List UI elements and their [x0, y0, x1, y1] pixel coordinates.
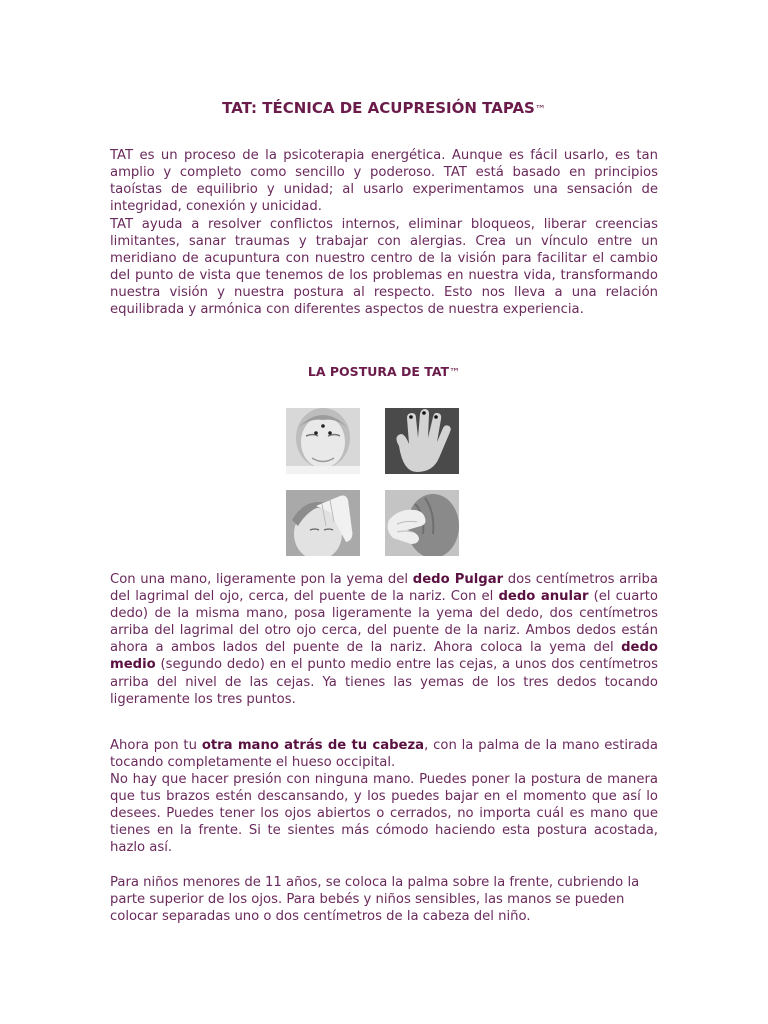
emphasis-thumb: dedo Pulgar: [412, 572, 504, 587]
text-segment: (segundo dedo) en el punto medio entre las cejas, a unos dos centímetros arriba del nivel de las cejas. Ya tienes las yemas de los tres dedos tocando ligeramente los tres puntos.: [110, 657, 658, 707]
emphasis-middle-finger: dedo medio: [110, 640, 658, 673]
hand-behind-head-photo: [385, 490, 459, 556]
instruction-paragraph-3: No hay que hacer presión con ninguna mano. Puedes poner la postura de manera que tus brazos estén descansando, y los puedes bajar en el momento que así lo desees. Puedes tener los ojos abiertos o cerrados, no importa cuál es mano que tienes en la frente. Si te sientes más cómodo haciendo esta postura acostada, hazlo así.: [110, 772, 658, 856]
text-segment: dos centímetros arriba del lagrimal del ojo, cerca, del puente de la nariz. Con el: [110, 572, 658, 605]
text-segment: , con la palma de la mano estirada tocando completamente el hueso occipital.: [110, 738, 659, 771]
section-heading: [0, 364, 768, 379]
children-note-paragraph: Para niños menores de 11 años, se coloca la palma sobre la frente, cubriendo la parte superior de los ojos. Para bebés y niños sensibles, las manos se pueden colocar separadas uno o dos centímetros de la cabeza del niño.: [110, 875, 640, 925]
trademark-mark: ™: [449, 366, 461, 379]
emphasis-other-hand: otra mano atrás de tu cabeza: [201, 738, 425, 753]
hand-on-forehead-photo: [286, 490, 360, 556]
text-segment: Ahora pon tu: [110, 738, 202, 753]
text-segment: Con una mano, ligeramente pon la yema del: [110, 572, 413, 587]
text-segment: (el cuarto dedo) de la misma mano, posa ligeramente la yema del dedo, dos centímetros arriba del lagrimal del otro ojo cerca, del puente de la nariz. Ambos dedos están ahora a ambos lados del puente de la nariz. Ahora coloca la yema del: [110, 589, 658, 656]
intro-paragraph-1: TAT es un proceso de la psicoterapia energética. Aunque es fácil usarlo, es tan amplio y completo como sencillo y poderoso. TAT está basado en principios taoístas de equilibrio y unidad; al usarlo experimentamos una sensación de integridad, conexión y unicidad.: [110, 148, 658, 215]
instruction-paragraph-1: [110, 571, 658, 708]
hand-fingertips-photo: [385, 408, 459, 474]
document-title-text: TAT: TÉCNICA DE ACUPRESIÓN TAPAS: [222, 99, 535, 117]
trademark-mark: ™: [534, 103, 546, 116]
instruction-paragraph-2: [110, 737, 658, 771]
intro-paragraph-2: TAT ayuda a resolver conflictos internos, eliminar bloqueos, liberar creencias limitantes, sanar traumas y trabajar con alergias. Crea un vínculo entre un meridiano de acupuntura con nuestro centro de la visión para facilitar el cambio del punto de vista que tenemos de los problemas en nuestra vida, transformando nuestra visión y nuestra postura al respecto. Esto nos lleva a una relación equilibrada y armónica con diferentes aspectos de nuestra experiencia.: [110, 217, 658, 318]
document-title: [0, 99, 768, 117]
emphasis-ring-finger: dedo anular: [498, 589, 589, 605]
face-acupressure-points-photo: [286, 408, 360, 474]
section-heading-text: LA POSTURA DE TAT: [307, 364, 450, 379]
